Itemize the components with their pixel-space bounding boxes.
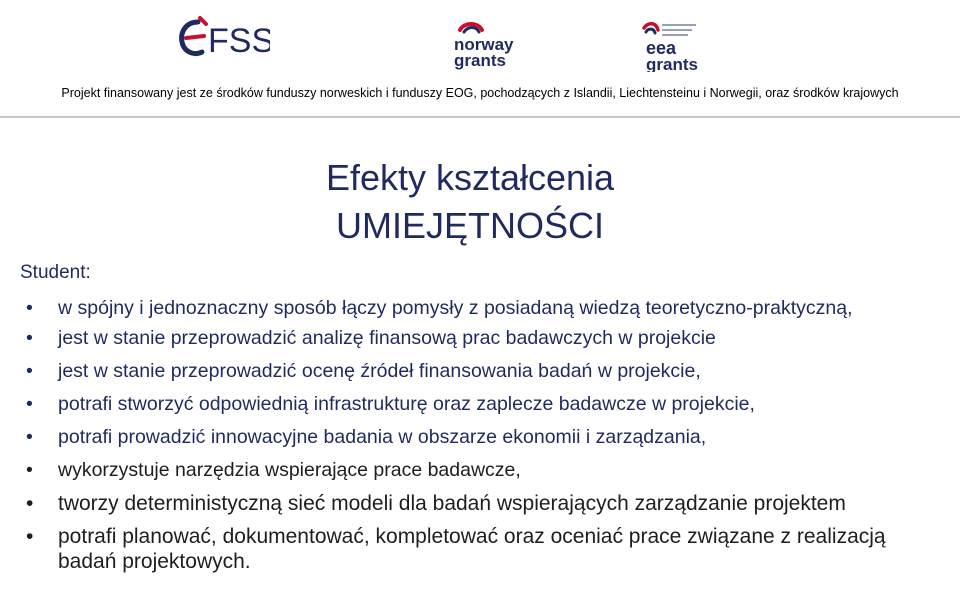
- list-item: [20, 392, 940, 417]
- outcome-text: potrafi stworzyć odpowiednią infrastrukturę oraz zaplecze badawcze w projekcie,: [58, 393, 755, 415]
- bullet-icon: •: [26, 297, 33, 319]
- bullet-icon: •: [26, 327, 33, 349]
- funding-statement: Projekt finansowany jest ze środków funduszy norweskich i funduszy EOG, pochodzących z Islandii, Liechtensteinu i Norwegii, oraz środków krajowych: [61, 86, 899, 100]
- outcome-text: w spójny i jednoznaczny sposób łączy pomysły z posiadaną wiedzą teoretyczno-praktyczną,: [58, 297, 853, 319]
- bullet-icon: •: [26, 492, 34, 515]
- bullet-icon: •: [26, 426, 33, 448]
- student-label: Student:: [20, 262, 91, 283]
- bullet-icon: •: [26, 360, 33, 382]
- norway-logo-text-top: norway: [454, 35, 514, 54]
- outcome-text: jest w stanie przeprowadzić ocenę źródeł finansowania badań w projekcie,: [58, 360, 701, 382]
- list-item: [20, 359, 940, 384]
- outcome-text: tworzy deterministyczną sieć modeli dla badań wspierających zarządzanie projektem: [58, 492, 846, 515]
- bullet-icon: •: [26, 525, 34, 548]
- list-item: [20, 491, 940, 516]
- fss-logo: [178, 14, 270, 64]
- norway-grants-logo: [446, 20, 518, 70]
- list-item: [20, 425, 940, 450]
- list-item: [20, 524, 940, 574]
- list-item: [20, 458, 940, 483]
- eea-logo-text-top: eea: [646, 38, 677, 58]
- slide-subtitle: UMIEJĘTNOŚCI: [335, 205, 604, 246]
- list-item: [20, 326, 940, 351]
- outcome-text: wykorzystuje narzędzia wspierające prace badawcze,: [58, 459, 521, 481]
- outcome-text: potrafi planować, dokumentować, kompletować oraz oceniać prace związane z realizacją badań projektowych.: [58, 525, 886, 573]
- outcome-text: potrafi prowadzić innowacyjne badania w obszarze ekonomii i zarządzania,: [58, 426, 707, 448]
- outcome-text: jest w stanie przeprowadzić analizę finansową prac badawczych w projekcie: [58, 327, 716, 349]
- slide-title: Efekty kształcenia: [325, 157, 615, 198]
- bullet-icon: •: [26, 393, 33, 415]
- header-divider: [0, 116, 960, 118]
- eea-logo-text-bottom: grants: [646, 55, 698, 72]
- norway-logo-text-bottom: grants: [454, 51, 506, 70]
- eea-grants-logo: [638, 20, 710, 72]
- learning-outcomes-list: [20, 296, 940, 582]
- list-item: [20, 296, 940, 321]
- bullet-icon: •: [26, 459, 33, 481]
- fss-logo-text: FSS: [208, 22, 270, 60]
